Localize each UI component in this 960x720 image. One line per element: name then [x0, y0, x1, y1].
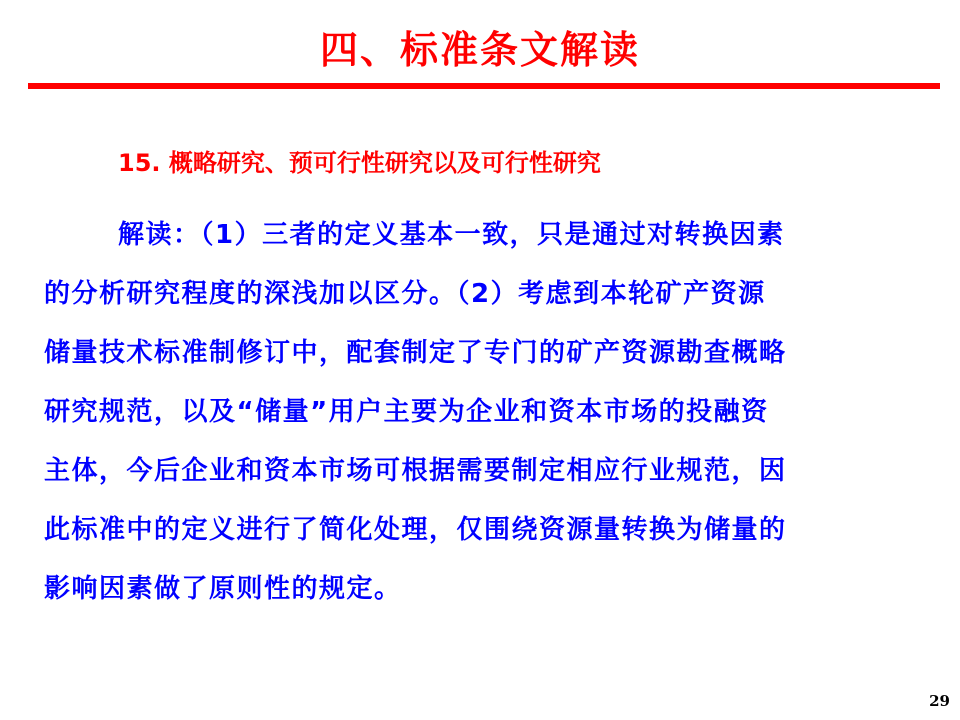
- body-line: 解读：（1）三者的定义基本一致，只是通过对转换因素: [118, 220, 785, 250]
- body-line: 主体，今后企业和资本市场可根据需要制定相应行业规范，因: [44, 456, 787, 486]
- body-line: 影响因素做了原则性的规定。: [44, 574, 402, 604]
- page-number: 29: [929, 692, 950, 710]
- body-line: 储量技术标准制修订中，配套制定了专门的矿产资源勘查概略: [44, 338, 787, 368]
- slide-title: 四、标准条文解读: [319, 28, 640, 72]
- body-line: 的分析研究程度的深浅加以区分。（2）考虑到本轮矿产资源: [44, 279, 766, 309]
- section-heading: 15. 概略研究、预可行性研究以及可行性研究: [118, 149, 601, 177]
- body-line: 研究规范，以及“储量”用户主要为企业和资本市场的投融资: [44, 397, 769, 427]
- body-line: 此标准中的定义进行了简化处理，仅围绕资源量转换为储量的: [44, 515, 787, 545]
- body-paragraph: [44, 206, 920, 619]
- title-underline-rule: [28, 83, 940, 89]
